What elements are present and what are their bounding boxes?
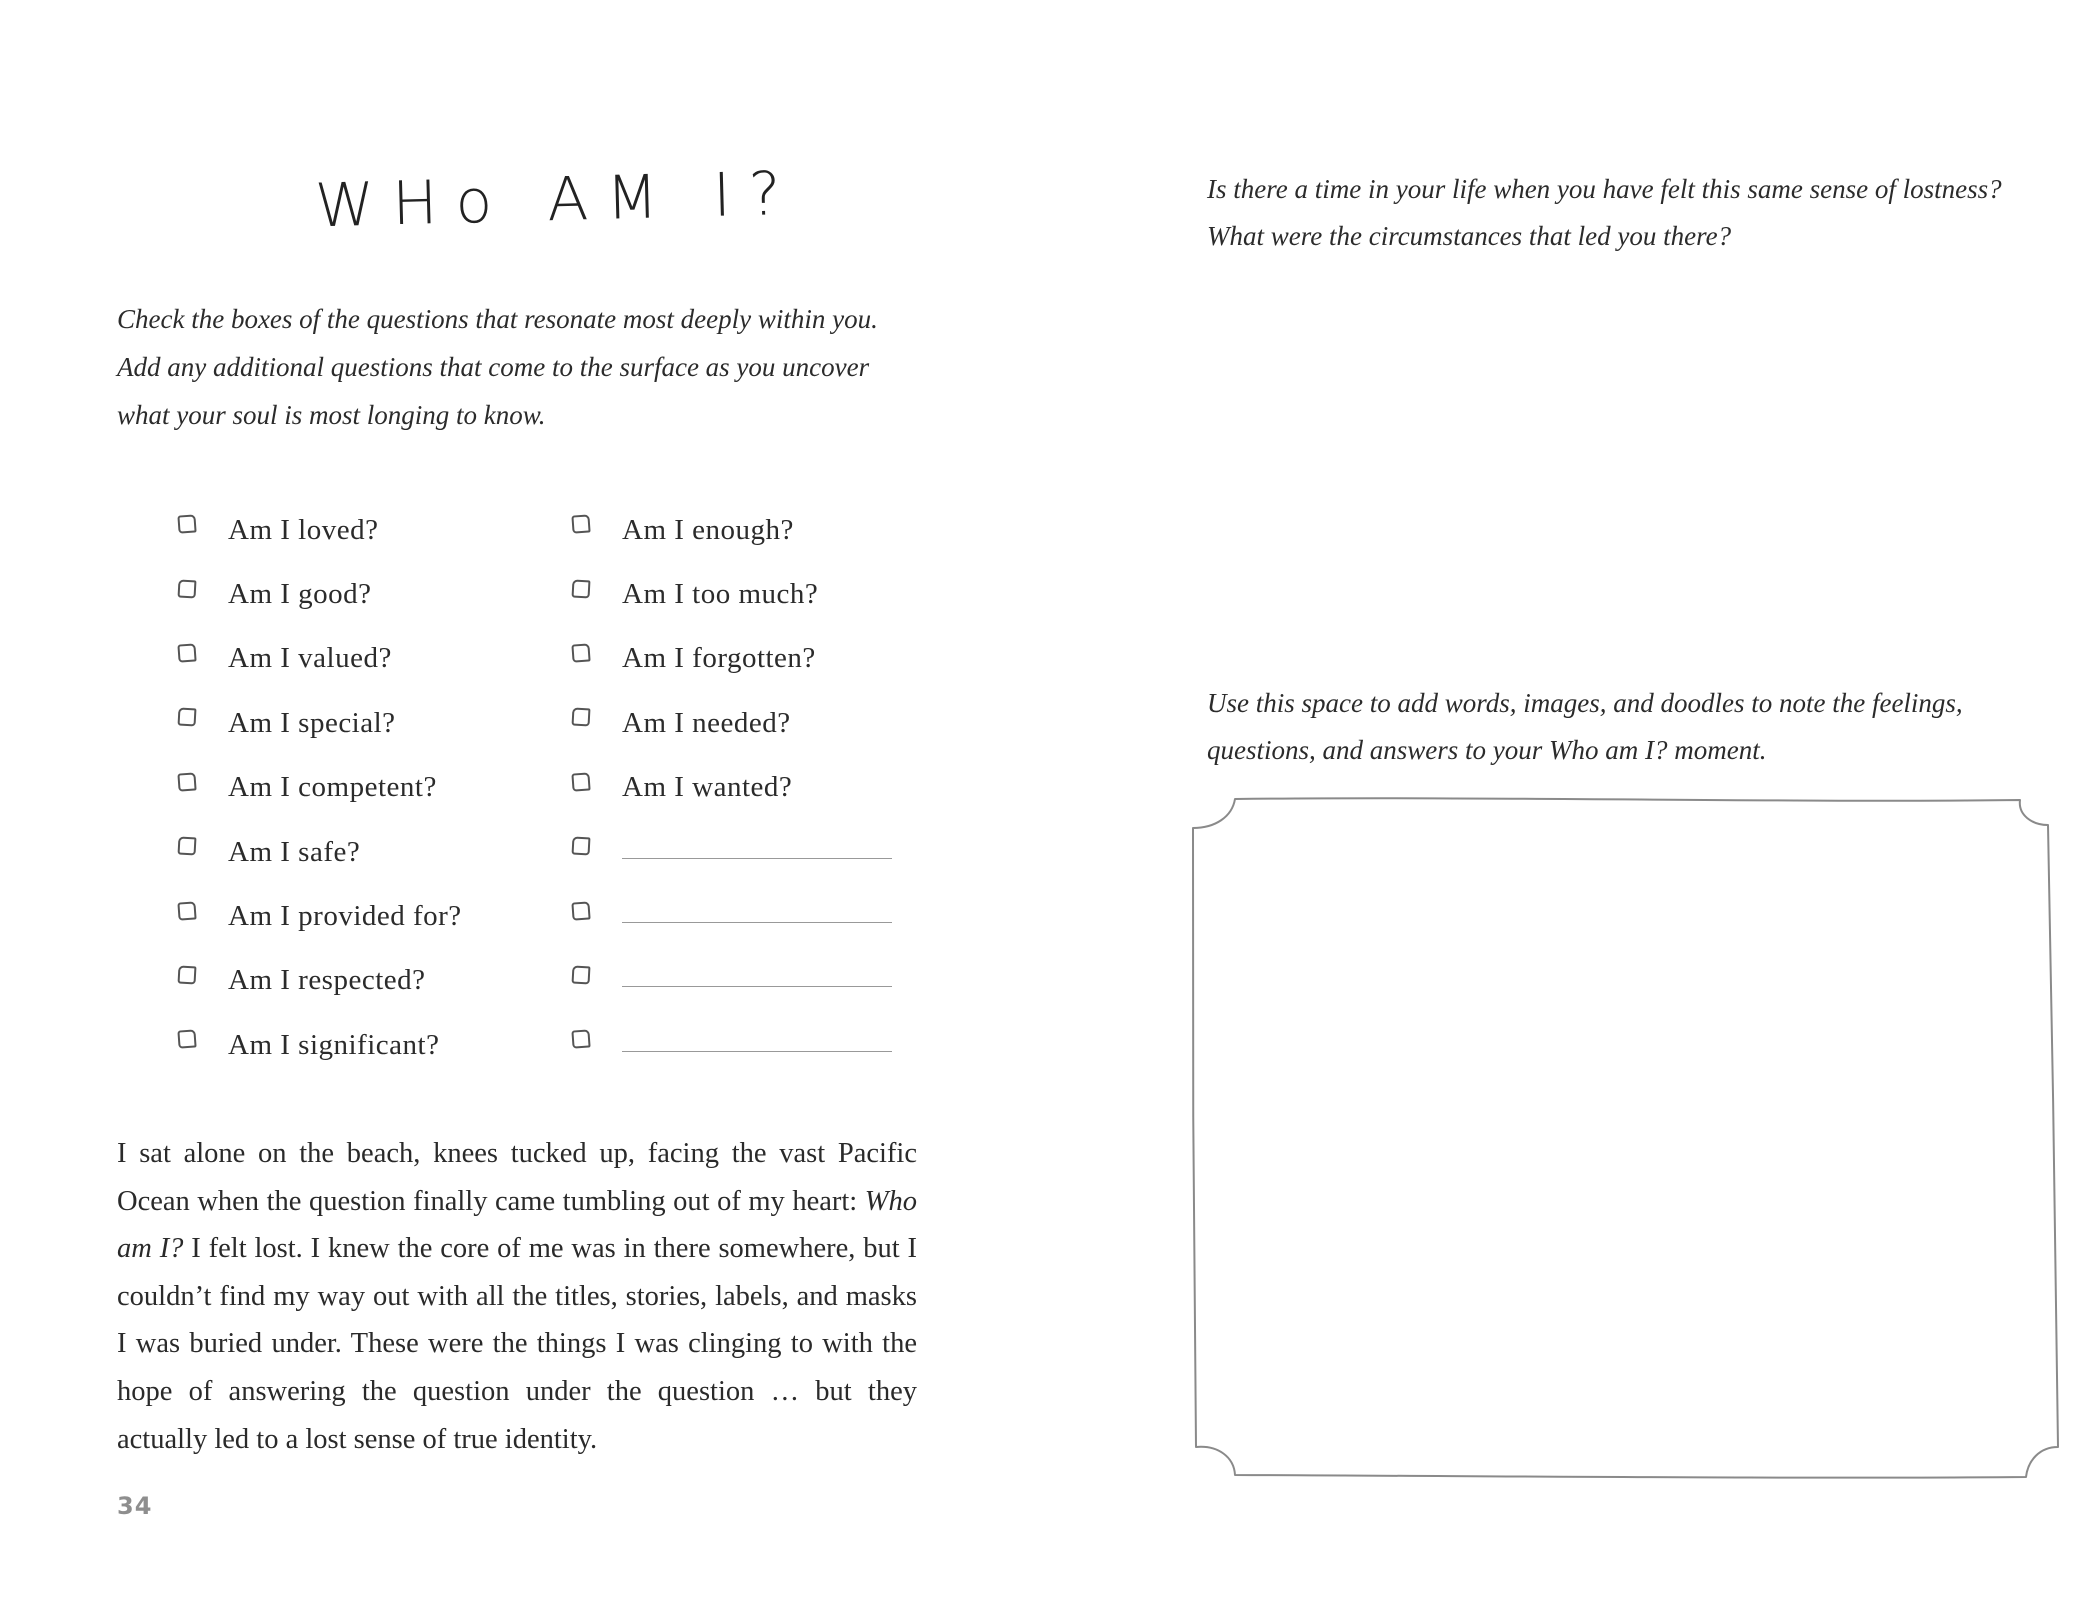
- checkbox[interactable]: [571, 1030, 590, 1049]
- write-in-line[interactable]: [622, 1039, 892, 1052]
- checkbox[interactable]: [177, 901, 196, 920]
- doodle-prompt: Use this space to add words, images, and doodles to note the feelings, questions, and answers to your Who am I? moment.: [1207, 688, 1963, 765]
- body-paragraph: [117, 1130, 917, 1463]
- checklist-item: [178, 820, 462, 884]
- blank-checklist-item: [572, 1013, 892, 1077]
- checkbox[interactable]: [571, 643, 590, 662]
- checklist-item: [572, 627, 892, 691]
- checkbox[interactable]: [178, 837, 197, 856]
- right-page: [1050, 0, 2100, 1600]
- checkbox[interactable]: [178, 965, 197, 984]
- checkbox[interactable]: [571, 515, 590, 534]
- question-label: Am I too much?: [622, 578, 819, 611]
- question-label: Am I valued?: [228, 642, 392, 675]
- question-label: Am I respected?: [228, 964, 426, 997]
- question-label: Am I significant?: [228, 1028, 440, 1061]
- body-text-part-2: I felt lost. I knew the core of me was in there somewhere, but I couldn’t find my way out with all the titles, stories, labels, and masks I was buried under. These were the things I was clinging to with the hope of answering the question under the question … but they actually led to a lost sense of true identity.: [117, 1233, 917, 1455]
- checkbox[interactable]: [177, 643, 196, 662]
- question-label: Am I wanted?: [622, 771, 793, 804]
- checklist-item: [572, 562, 892, 626]
- checklist-item: [178, 627, 462, 691]
- doodle-frame-border: [1193, 798, 2058, 1477]
- checkbox[interactable]: [572, 708, 591, 727]
- checklist-item: [178, 498, 462, 562]
- doodle-frame[interactable]: [1190, 795, 2070, 1480]
- question-label: Am I safe?: [228, 835, 361, 868]
- page-number: 34: [117, 1492, 153, 1520]
- checklist-item: [178, 884, 462, 948]
- question-label: Am I needed?: [622, 706, 791, 739]
- question-label: Am I enough?: [622, 513, 794, 546]
- intro-instructions: Check the boxes of the questions that resonate most deeply within you. Add any additional questions that come to the surface as you uncover what your soul is most longing to know.: [117, 304, 878, 430]
- write-in-line[interactable]: [622, 910, 892, 923]
- checkbox[interactable]: [177, 1030, 196, 1049]
- body-text-italic: Who am I?: [117, 1185, 917, 1265]
- question-label: Am I forgotten?: [622, 642, 816, 675]
- reflection-prompt: Is there a time in your life when you have felt this same sense of lostness? What were the circumstances that led you there?: [1207, 174, 2002, 251]
- question-checklist-column-2: [572, 498, 892, 1078]
- question-checklist-column-1: [178, 498, 462, 1078]
- checklist-item: [178, 691, 462, 755]
- question-label: Am I good?: [228, 578, 372, 611]
- page-title: WHo AM I?: [314, 158, 800, 242]
- checklist-item: [572, 691, 892, 755]
- checklist-item: [572, 756, 892, 820]
- checkbox[interactable]: [571, 772, 590, 791]
- checklist-item: [178, 756, 462, 820]
- checkbox[interactable]: [177, 772, 196, 791]
- checkbox[interactable]: [572, 965, 591, 984]
- write-in-line[interactable]: [622, 846, 892, 859]
- checkbox[interactable]: [178, 579, 197, 598]
- question-label: Am I competent?: [228, 771, 437, 804]
- question-label: Am I loved?: [228, 513, 379, 546]
- checkbox[interactable]: [177, 515, 196, 534]
- checkbox[interactable]: [572, 837, 591, 856]
- checklist-item: [178, 949, 462, 1013]
- checkbox[interactable]: [572, 579, 591, 598]
- checklist-item: [572, 498, 892, 562]
- question-label: Am I provided for?: [228, 900, 462, 933]
- blank-checklist-item: [572, 884, 892, 948]
- question-label: Am I special?: [228, 706, 396, 739]
- checkbox[interactable]: [571, 901, 590, 920]
- blank-checklist-item: [572, 949, 892, 1013]
- checklist-item: [178, 562, 462, 626]
- body-text-part-1: I sat alone on the beach, knees tucked up, facing the vast Pacific Ocean when the question finally came tumbling out of my heart:: [117, 1138, 917, 1217]
- checklist-item: [178, 1013, 462, 1077]
- checkbox[interactable]: [178, 708, 197, 727]
- write-in-line[interactable]: [622, 974, 892, 987]
- blank-checklist-item: [572, 820, 892, 884]
